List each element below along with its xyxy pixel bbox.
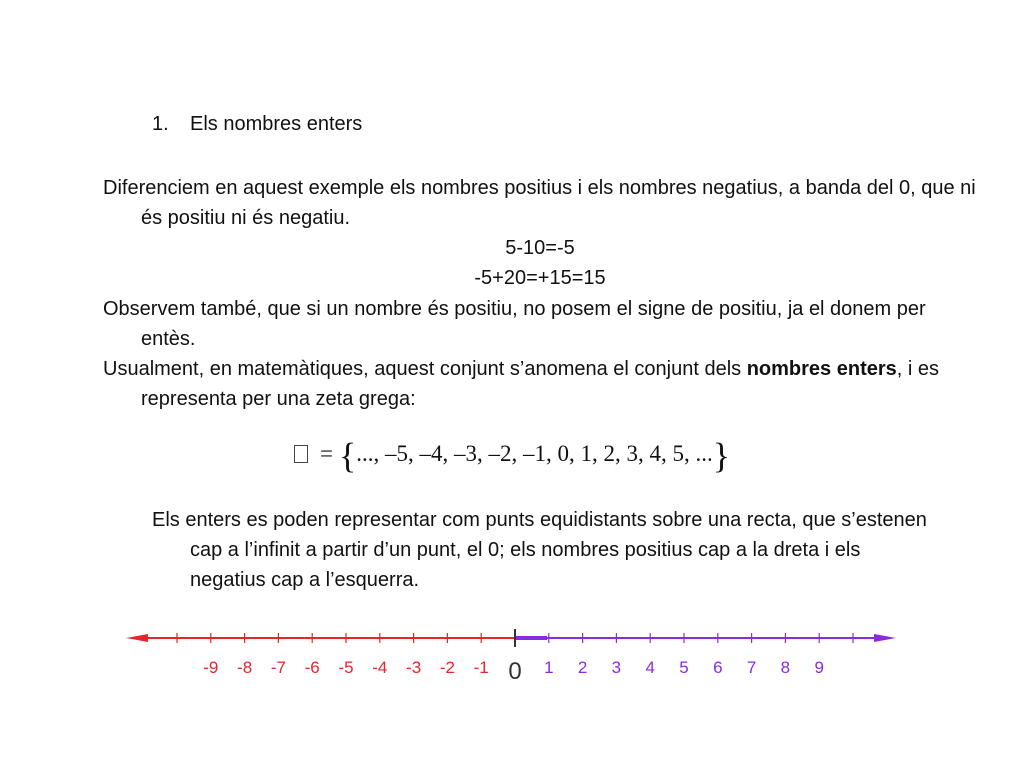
paragraph-bold-term: nombres enters <box>746 358 897 380</box>
paragraph-text-before: Usualment, en matemàtiques, aquest conjunt s’anomena el conjunt dels <box>103 358 747 380</box>
formula-close-brace: } <box>712 435 731 476</box>
number-label: 1 <box>544 658 554 677</box>
number-label: -7 <box>270 658 286 677</box>
number-label: 2 <box>577 658 588 677</box>
integers-z-symbol-icon <box>294 445 308 463</box>
number-label: -3 <box>406 658 422 677</box>
number-label: 8 <box>780 658 791 677</box>
number-label: -8 <box>237 658 253 677</box>
paragraph-intro: Diferenciem en aquest exemple els nombres positius i els nombres negatius, a banda del 0, que ni és positiu ni és negatiu. <box>103 177 976 229</box>
number-label: 3 <box>611 658 622 677</box>
number-label: -5 <box>338 658 354 677</box>
formula-elements: ..., –5, –4, –3, –2, –1, 0, 1, 2, 3, 4, 5, ... <box>356 441 713 466</box>
number-label: 0 <box>508 658 522 685</box>
section-heading <box>152 110 362 138</box>
number-label: -2 <box>439 658 455 677</box>
equation-1: 5-10=-5 <box>505 237 575 259</box>
number-label: 5 <box>679 658 689 677</box>
paragraph-number-line: Els enters es poden representar com punts equidistants sobre una recta, que s’estenen cap a l’infinit a partir d’un punt, el 0; els nombres positius cap a la dreta i els negatius cap a l’esquerra. <box>152 509 927 591</box>
number-label: 6 <box>713 658 723 677</box>
left-arrow-icon <box>126 634 148 642</box>
equation-2: -5+20=+15=15 <box>474 267 606 289</box>
number-label: -4 <box>372 658 388 677</box>
heading-text: Els nombres enters <box>190 113 363 135</box>
number-label: 4 <box>645 658 655 677</box>
paragraph-positive-sign: Observem també, que si un nombre és positiu, no posem el signe de positiu, ja el donem per entès. <box>103 298 926 350</box>
integers-set-formula <box>294 432 730 476</box>
heading-number: 1. <box>152 113 169 135</box>
paragraph-text-after: , i es representa per una zeta grega: <box>141 358 940 410</box>
right-arrow-icon <box>874 634 896 642</box>
number-line <box>118 618 918 690</box>
formula-equals: = <box>320 441 333 466</box>
number-label: -1 <box>473 658 489 677</box>
paragraph-integers-set <box>103 354 981 414</box>
number-label: 7 <box>746 658 757 677</box>
formula-open-brace: { <box>338 435 357 476</box>
number-label: 9 <box>814 658 824 677</box>
number-label: -9 <box>203 658 219 677</box>
number-label: -6 <box>304 658 320 677</box>
